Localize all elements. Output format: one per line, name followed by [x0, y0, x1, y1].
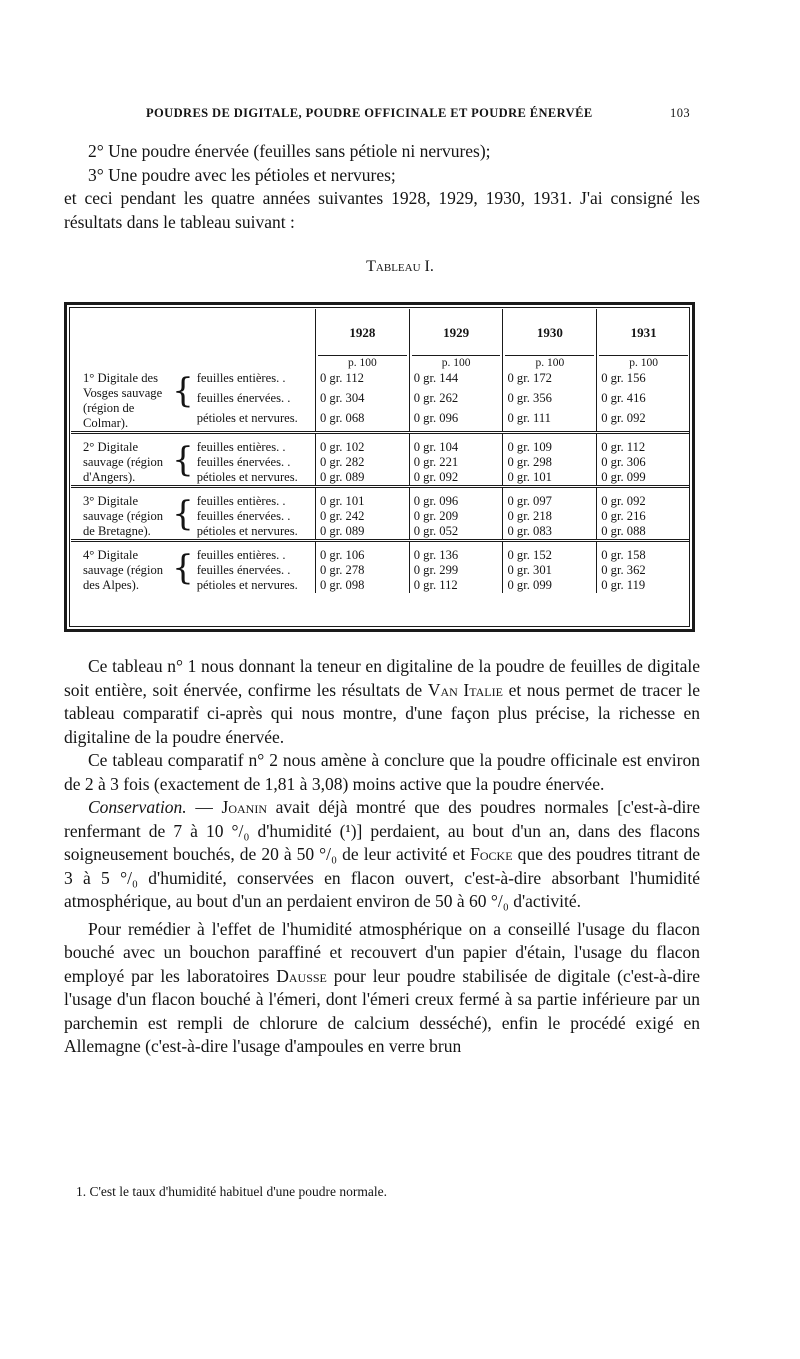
spacer-cell: [71, 487, 315, 495]
spacer-cell: [597, 541, 690, 549]
author-name: Van Italie: [427, 679, 503, 700]
value-cell: 0 gr. 112: [315, 371, 409, 391]
value-cell: 0 gr. 092: [409, 470, 503, 487]
spacer-cell: [597, 433, 690, 441]
value-cell: 0 gr. 218: [503, 509, 597, 524]
value-cell: 0 gr. 099: [503, 578, 597, 593]
plant-part: feuilles énervées. .: [196, 509, 291, 523]
value-cell: 0 gr. 109: [503, 440, 597, 455]
paragraph-1-text-end: et nous permet de tracer le tableau comparatif ci-après qui nous montre, d'une façon plus précise, la richesse en digitaline de la poudre énervée.: [64, 679, 700, 747]
company-name: Dausse: [276, 965, 327, 986]
unit-row: [71, 355, 690, 371]
value-cell: 0 gr. 096: [409, 411, 503, 433]
value-cell: 0 gr. 278: [315, 563, 409, 578]
value-cell: 0 gr. 101: [315, 494, 409, 509]
value-cell: 0 gr. 282: [315, 455, 409, 470]
unit-cell: [597, 355, 690, 371]
paragraph-4-text: Pour remédier à l'effet de l'humidité atmosphérique on a conseillé l'usage du flacon bouché avec un bouchon paraffiné et recouvert d'un papier d'étain, l'usage du flacon employé par les laboratoires: [64, 918, 700, 986]
value-cell: 0 gr. 362: [597, 563, 690, 578]
value-cell: 0 gr. 306: [597, 455, 690, 470]
value-cell: 0 gr. 106: [315, 548, 409, 563]
value-cell: 0 gr. 097: [503, 494, 597, 509]
value-cell: 0 gr. 089: [315, 470, 409, 487]
value-cell: 0 gr. 172: [503, 371, 597, 391]
intro-line-2: 3° Une poudre avec les pétioles et nervures;: [88, 164, 396, 185]
unit-label: p. 100: [412, 355, 501, 371]
table-row: [71, 548, 690, 563]
year-header: 1931: [597, 309, 690, 355]
plant-part: feuilles entières. .: [196, 494, 286, 508]
group-label: 1° Digitale des Vosges sauvage (région de Colmar).: [83, 371, 163, 430]
table-caption: Tableau I.: [366, 258, 434, 275]
spacer-cell: [503, 541, 597, 549]
paragraph-3-text: avait déjà montré que des poudres normales [c'est-à-dire renfermant de 7 à 10 °/₀ d'humidité (¹)] perdaient, au bout d'un an, dans des flacons soigneusement bouchés, de 20 à 50 °/₀ de leur activité et: [64, 797, 700, 864]
plant-part: pétioles et nervures.: [196, 578, 298, 592]
unit-row-label: [71, 355, 315, 371]
plant-part: pétioles et nervures.: [196, 410, 298, 425]
spacer-cell: [503, 433, 597, 441]
value-cell: 0 gr. 209: [409, 509, 503, 524]
value-cell: 0 gr. 152: [503, 548, 597, 563]
plant-part: feuilles énervées. .: [196, 390, 291, 405]
footnote: 1. C'est le taux d'humidité habituel d'une poudre normale.: [76, 1184, 387, 1199]
value-cell: 0 gr. 083: [503, 524, 597, 541]
paragraph-3-text-end: que des poudres titrant de 3 à 5 °/₀ d'humidité, conservées en flacon ouvert, c'est-à-dire absorbant l'humidité atmosphérique, au bout d'un an perdaient environ de 50 à 60 °/₀ d'activité.: [64, 844, 700, 911]
value-cell: 0 gr. 092: [597, 494, 690, 509]
spacer-cell: [315, 541, 409, 549]
value-cell: 0 gr. 068: [315, 411, 409, 433]
value-cell: 0 gr. 299: [409, 563, 503, 578]
plant-part: pétioles et nervures.: [196, 524, 298, 538]
table-row: [71, 578, 690, 593]
table-header-row: [71, 309, 690, 355]
spacer-cell: [597, 487, 690, 495]
table-row: [71, 494, 690, 509]
value-cell: 0 gr. 158: [597, 548, 690, 563]
value-cell: 0 gr. 221: [409, 455, 503, 470]
unit-cell: [315, 355, 409, 371]
value-cell: 0 gr. 262: [409, 391, 503, 411]
brace-glyph: {: [172, 371, 194, 411]
dash: —: [186, 797, 222, 817]
spacer-cell: [409, 487, 503, 495]
value-cell: 0 gr. 304: [315, 391, 409, 411]
plant-part: feuilles énervées. .: [196, 563, 291, 577]
paragraph-2: Ce tableau comparatif n° 2 nous amène à conclure que la poudre officinale est environ de 2 à 3 fois (exactement de 1,81 à 3,08) moins active que la poudre énervée.: [64, 750, 700, 794]
spacer-cell: [503, 487, 597, 495]
spacer-cell: [71, 541, 315, 549]
unit-cell: [503, 355, 597, 371]
paragraph-4-text-end: pour leur poudre stabilisée de digitale (c'est-à-dire l'usage d'un flacon bouché à l'émeri, dont l'émeri creux fermé à sa partie inférieure par un parchemin est rempli de chlorure de calcium desséché), enfin le procédé exigé en Allemagne (c'est-à-dire l'usage d'ampoules en verre brun: [64, 965, 700, 1056]
plant-part: pétioles et nervures.: [196, 470, 298, 484]
value-cell: 0 gr. 216: [597, 509, 690, 524]
value-cell: 0 gr. 112: [409, 578, 503, 593]
page-number: 103: [670, 106, 690, 120]
author-name: Joanin: [221, 797, 267, 817]
value-cell: 0 gr. 088: [597, 524, 690, 541]
intro-line-1: 2° Une poudre énervée (feuilles sans pétiole ni nervures);: [88, 141, 491, 161]
value-cell: 0 gr. 356: [503, 391, 597, 411]
unit-label: p. 100: [505, 355, 594, 371]
running-head-title: POUDRES DE DIGITALE, POUDRE OFFICINALE ET POUDRE ÉNERVÉE: [146, 106, 593, 120]
paragraph-4: [64, 918, 700, 1059]
paragraph-3: [64, 796, 700, 914]
year-header: 1928: [315, 309, 409, 355]
value-cell: 0 gr. 099: [597, 470, 690, 487]
value-cell: 0 gr. 098: [315, 578, 409, 593]
unit-cell: [409, 355, 503, 371]
brace-glyph: {: [172, 494, 194, 534]
section-heading: Conservation.: [88, 797, 187, 817]
brace-glyph: {: [172, 440, 194, 480]
value-cell: 0 gr. 112: [597, 440, 690, 455]
digitaline-table: [71, 309, 690, 593]
author-name: Focke: [470, 844, 513, 864]
plant-part: feuilles énervées. .: [196, 455, 291, 469]
value-cell: 0 gr. 136: [409, 548, 503, 563]
value-cell: 0 gr. 052: [409, 524, 503, 541]
group-spacer: [71, 487, 690, 495]
spacer-cell: [71, 433, 315, 441]
group-spacer: [71, 541, 690, 549]
table-row: [71, 470, 690, 487]
year-header: 1929: [409, 309, 503, 355]
table-row: [71, 411, 690, 433]
value-cell: 0 gr. 089: [315, 524, 409, 541]
plant-part: feuilles entières. .: [196, 548, 286, 562]
table-row: [71, 509, 690, 524]
group-spacer: [71, 433, 690, 441]
value-cell: 0 gr. 102: [315, 440, 409, 455]
value-cell: 0 gr. 119: [597, 578, 690, 593]
group-label: 3° Digitale sauvage (région de Bretagne).: [83, 494, 164, 538]
group-label: 2° Digitale sauvage (région d'Angers).: [83, 440, 164, 484]
digitaline-table-frame: [64, 302, 695, 632]
running-head: [146, 106, 690, 121]
spacer-cell: [409, 541, 503, 549]
value-cell: 0 gr. 144: [409, 371, 503, 391]
value-cell: 0 gr. 104: [409, 440, 503, 455]
table-row: [71, 455, 690, 470]
value-cell: 0 gr. 092: [597, 411, 690, 433]
table-row: [71, 524, 690, 541]
group-label: 4° Digitale sauvage (région des Alpes).: [83, 548, 164, 592]
body-text: [64, 655, 700, 1059]
value-cell: 0 gr. 301: [503, 563, 597, 578]
intro-block: [64, 140, 700, 234]
paragraph-1-text: Ce tableau n° 1 nous donnant la teneur en digitaline de la poudre de feuilles de digitale soit entière, soit énervée, confirme les résultats de: [64, 656, 700, 700]
year-header: 1930: [503, 309, 597, 355]
value-cell: 0 gr. 416: [597, 391, 690, 411]
value-cell: 0 gr. 096: [409, 494, 503, 509]
paragraph-1: [64, 655, 700, 749]
value-cell: 0 gr. 111: [503, 411, 597, 433]
value-cell: 0 gr. 156: [597, 371, 690, 391]
value-cell: 0 gr. 101: [503, 470, 597, 487]
spacer-cell: [409, 433, 503, 441]
brace-glyph: {: [172, 548, 194, 588]
unit-label: p. 100: [599, 355, 688, 371]
table-row: [71, 391, 690, 411]
value-cell: 0 gr. 242: [315, 509, 409, 524]
table-row: [71, 440, 690, 455]
table-row: [71, 371, 690, 391]
plant-part: feuilles entières. .: [196, 371, 286, 385]
table-row: [71, 563, 690, 578]
table-corner-cell: [71, 309, 315, 355]
value-cell: 0 gr. 298: [503, 455, 597, 470]
plant-part: feuilles entières. .: [196, 440, 286, 454]
spacer-cell: [315, 433, 409, 441]
intro-line-3: et ceci pendant les quatre années suivantes 1928, 1929, 1930, 1931. J'ai consigné les résultats dans le tableau suivant :: [64, 188, 700, 232]
unit-label: p. 100: [318, 355, 407, 371]
spacer-cell: [315, 487, 409, 495]
